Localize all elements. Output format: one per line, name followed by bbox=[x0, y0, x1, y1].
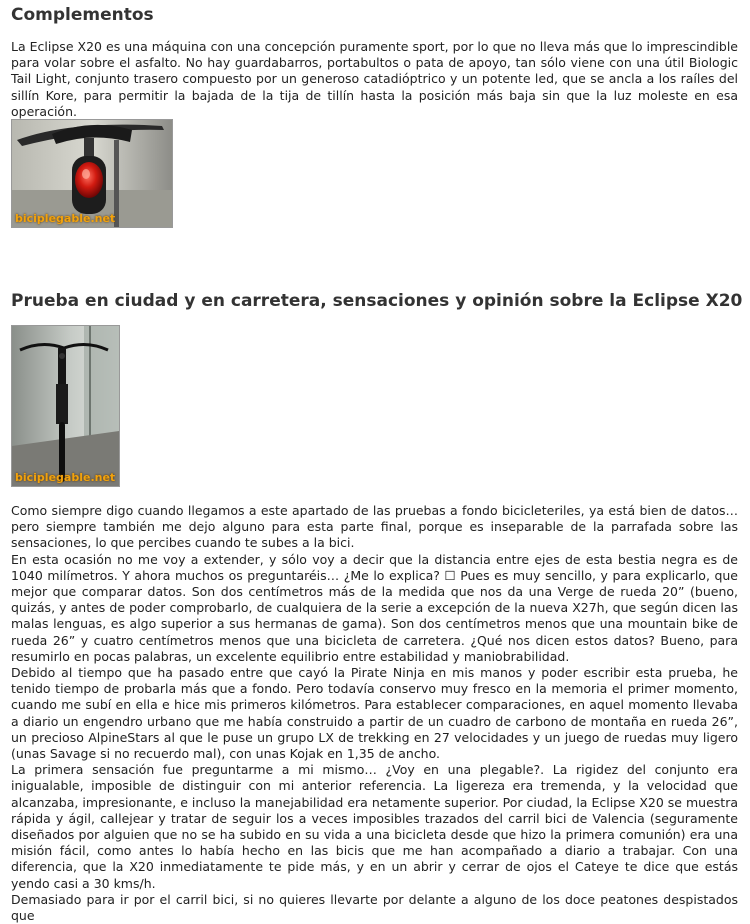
photo-watermark: biciplegable.net bbox=[15, 212, 116, 225]
tail-light-image bbox=[12, 120, 172, 227]
section-heading-prueba: Prueba en ciudad y en carretera, sensaciones y opinión sobre la Eclipse X20 bbox=[11, 291, 743, 311]
tail-light-photo[interactable] bbox=[11, 119, 173, 228]
bike-photo[interactable] bbox=[11, 325, 120, 487]
folding-bike-image bbox=[12, 326, 119, 486]
prueba-body-text: Como siempre digo cuando llegamos a este apartado de las pruebas a fondo bicicleteriles, ya está bien de datos… pero siempre también me dejo alguno para esta parte final, porque es inseparable de la parrafada sobre las sensaciones, lo que percibes cuando te subes a la bici. En esta ocasión no me voy a extender, y sólo voy a decir que la distancia entre ejes de esta bestia negra es de 1040 milímetros. Y ahora muchos os preguntaréis… ¿Me lo explica? ☐ Pues es muy sencillo, y para explicarlo, que mejor que comparar datos. Son dos centímetros más de la medida que nos da una Verge de rueda 20” (bueno, quizás, y antes de poder comprobarlo, de cualquiera de la serie a excepción de la nueva X27h, que según dicen las malas lenguas, es algo superior a sus hermanas de gama). Son dos centímetros menos que una mountain bike de rueda 26” y cuatro centímetros menos que una bicicleta de carretera. ¿Qué nos dicen estos datos? Bueno, para resumirlo en pocas palabras, un excelente equilibrio entre estabilidad y maniobrabilidad. Debido al tiempo que ha pasado entre que cayó la Pirate Ninja en mis manos y poder escribir esta prueba, he tenido tiempo de probarla más que a fondo. Pero todavía conservo muy fresco en la memoria el primer momento, cuando me subí en ella e hice mis primeros kilómetros. Para establecer comparaciones, en aquel momento llevaba a diario un engendro urbano que me había construido a partir de un cuadro de carbono de montaña en rueda 26”, un precioso AlpineStars al que le puse un grupo LX de trekking en 27 velocidades y un juego de ruedas muy ligero (unas Savage si no recuerdo mal), con unas Kojak en 1,35 de ancho. La primera sensación fue preguntarme a mi mismo… ¿Voy en una plegable?. La rigidez del conjunto era inigualable, imposible de distinguir con mi anterior referencia. La ligereza era tremenda, y la velocidad que alcanzaba, impresionante, e incluso la manejabilidad era netamente superior. Por ciudad, la Eclipse X20 se muestra rápida y ágil, callejear y tratar de seguir los a veces imposibles trazados del carril bici de Valencia (seguramente diseñados por alguien que no se ha subido en su vida a una bicicleta desde que hizo la primera comunión) era una misión fácil, como antes lo había hecho en las bicis que me han acompañado a diario a trabajar. Con una diferencia, que la X20 inmediatamente te pide más, y en un abrir y cerrar de ojos el Cateye te dice que estás yendo casi a 30 kms/h. Demasiado para ir por el carril bici, si no quieres llevarte por delante a alguno de los doce peatones despistados que bbox=[11, 503, 738, 924]
photo-watermark: biciplegable.net bbox=[15, 471, 116, 484]
section-heading-complementos: Complementos bbox=[11, 5, 154, 25]
complementos-paragraph: La Eclipse X20 es una máquina con una concepción puramente sport, por lo que no lleva más que lo imprescindible para volar sobre el asfalto. No hay guardabarros, portabultos o pata de apoyo, tan sólo viene con una útil Biologic Tail Light, conjunto trasero compuesto por un generoso catadióptrico y un potente led, que se ancla a los raíles del sillín Kore, para permitir la bajada de la tija de tillín hasta la posición más baja sin que la luz moleste en esa operación. bbox=[11, 39, 738, 119]
